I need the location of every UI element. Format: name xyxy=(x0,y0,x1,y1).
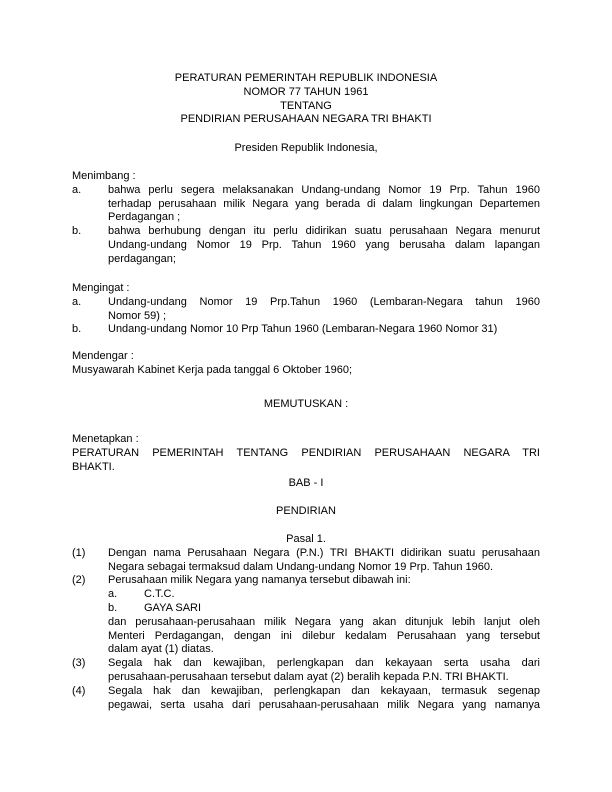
item-text: Nomor 59) ; xyxy=(108,309,167,322)
item-text: bahwa berhubung dengan itu perlu didirikan suatu perusahaan Negara menurut xyxy=(108,225,540,238)
item-text: Segala hak dan kewajiban, perlengkapan dan kekayaan, termasuk segenap xyxy=(108,684,540,697)
item-text: perdagangan; xyxy=(108,252,176,265)
item-text: Segala hak dan kewajiban, perlengkapan dan kekayaan serta usaha dari xyxy=(108,657,540,670)
section-text: BHAKTI. xyxy=(72,460,115,473)
title-line: NOMOR 77 TAHUN 1961 xyxy=(243,85,369,98)
item-label: (3) xyxy=(72,657,86,670)
menimbang-section xyxy=(72,170,540,267)
sub-text: GAYA SARI xyxy=(144,601,202,614)
item-text: perusahaan-perusahaan tersebut dalam ayat (2) beralih kepada P.N. TRI BHAKTI. xyxy=(108,670,509,683)
sub-text: C.T.C. xyxy=(144,588,175,601)
item-text: terhadap perusahaan milik Negara yang berada di dalam lingkungan Departemen xyxy=(108,197,540,210)
item-label: (2) xyxy=(72,574,86,587)
item-text: pegawai, serta usaha dari perusahaan-perusahaan milik Negara yang namanya xyxy=(108,698,540,711)
item-label: b. xyxy=(72,225,82,238)
title-line: PENDIRIAN PERUSAHAAN NEGARA TRI BHAKTI xyxy=(180,113,432,126)
menetapkan-section xyxy=(72,433,540,474)
pasal-title: Pasal 1. xyxy=(286,533,326,545)
section-heading: Mendengar : xyxy=(72,350,134,362)
document-title xyxy=(72,72,540,127)
mendengar-section xyxy=(72,350,540,378)
item-text: Negara sebagai termaksud dalam Undang-undang Nomor 19 Prp. Tahun 1960. xyxy=(108,560,494,573)
title-line: TENTANG xyxy=(280,99,332,112)
section-heading: Mengingat : xyxy=(72,282,130,294)
item-text: Dengan nama Perusahaan Negara (P.N.) TRI BHAKTI didirikan suatu perusahaan xyxy=(108,546,540,559)
section-text: Musyawarah Kabinet Kerja pada tanggal 6 Oktober 1960; xyxy=(72,363,353,376)
item-label: b. xyxy=(72,323,82,336)
sub-label: b. xyxy=(108,601,118,614)
item-text: dan perusahaan-perusahaan milik Negara yang akan ditunjuk lebih lanjut oleh xyxy=(108,615,540,628)
president-line: Presiden Republik Indonesia, xyxy=(234,142,378,154)
item-label: a. xyxy=(72,295,82,308)
sub-label: a. xyxy=(108,588,118,601)
item-label: (1) xyxy=(72,546,86,559)
title-line: PERATURAN PEMERINTAH REPUBLIK INDONESIA xyxy=(174,72,438,84)
item-label: a. xyxy=(72,183,82,196)
item-text: Menteri Perdagangan, dengan ini dilebur kedalam Perusahaan yang tersebut xyxy=(108,629,540,642)
item-text: Undang-undang Nomor 10 Prp Tahun 1960 (Lembaran-Negara 1960 Nomor 31) xyxy=(108,323,498,336)
item-text: dalam ayat (1) diatas. xyxy=(108,643,214,656)
item-text: bahwa perlu segera melaksanakan Undang-undang Nomor 19 Prp. Tahun 1960 xyxy=(108,183,540,196)
bab-title: PENDIRIAN xyxy=(276,505,336,517)
item-text: Undang-undang Nomor 19 Prp.Tahun 1960 (Lembaran-Negara tahun 1960 xyxy=(108,295,540,308)
item-label: (4) xyxy=(72,684,86,697)
section-text: PERATURAN PEMERINTAH TENTANG PENDIRIAN PERUSAHAAN NEGARA TRI xyxy=(72,446,540,459)
memutuskan-heading: MEMUTUSKAN : xyxy=(263,398,349,410)
mengingat-section xyxy=(72,282,540,337)
bab-heading: BAB - I xyxy=(288,477,324,489)
item-text: Perusahaan milik Negara yang namanya tersebut dibawah ini: xyxy=(108,574,411,587)
section-heading: Menetapkan : xyxy=(72,433,139,445)
item-text: Undang-undang Nomor 19 Prp. Tahun 1960 yang berusaha dalam lapangan xyxy=(108,238,540,251)
pasal-section xyxy=(72,533,540,712)
section-heading: Menimbang : xyxy=(72,170,136,182)
item-text: Perdagangan ; xyxy=(108,211,181,224)
